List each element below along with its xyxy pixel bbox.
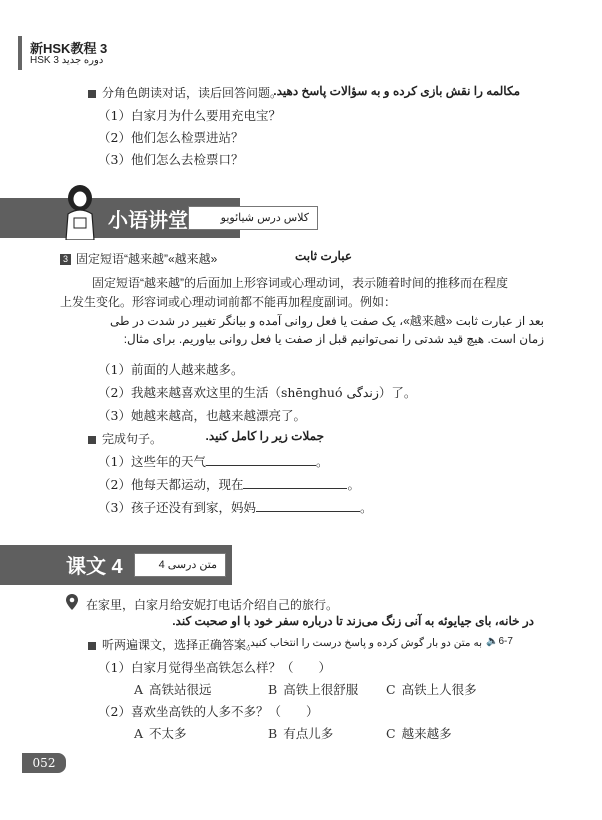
item-end: 。 [359,500,373,515]
item-end: 。 [347,477,360,492]
question: （2）他们怎么检票进站？ [98,130,244,145]
option-text: 不太多 [149,726,187,741]
option-letter: A [134,726,144,741]
fill-blank-item [98,498,372,516]
teacher-figure-icon [62,184,98,244]
grammar-heading [60,250,217,267]
answer-blank[interactable] [206,453,316,466]
grammar-heading-fa: عبارت ثابت [295,249,352,263]
example: （2）我越来越喜欢这里的生活（shēnghuó زندگی）了。 [98,385,417,400]
instruction-cn: 完成句子。 [102,432,163,446]
banner-title: 小语讲堂 [108,210,188,232]
grammar-paragraph: 固定短语“越来越”的后面加上形容词或心理动词，表示随着时间的推移而在程度 [92,276,508,290]
answer-blank[interactable] [243,476,347,489]
fill-blank-item [98,475,360,493]
lesson-context-cn: 在家里，白家月给安妮打电话介绍自己的旅行。 [86,598,339,612]
option-text: 高铁上很舒服 [283,682,359,697]
lesson-instruction-fa: به متن دو بار گوش کرده و پاسخ درست را انتخاب کنید. [247,637,482,649]
section1-instruction-fa: مکالمه را نقش بازی کرده و به سؤالات پاسخ دهید. [273,84,520,98]
location-pin-icon [66,594,78,614]
section1-instruction [88,84,282,101]
question: （2）喜欢坐高铁的人多不多？（ ） [98,704,319,719]
example: （1）前面的人越来越多。 [98,362,244,377]
question: （1）白家月觉得坐高铁怎么样？（ ） [98,660,331,675]
instruction-cn: 分角色朗读对话，读后回答问题。 [102,86,283,100]
example: （3）她越来越高，也越来越漂亮了。 [98,408,306,423]
option-text: 高铁上人很多 [401,682,477,697]
item-text: （3）孩子还没有到家，妈妈 [98,500,256,515]
banner-title: 课文 4 [66,556,123,578]
grammar-paragraph-fa: زمان است. هیچ قید شدتی را نمی‌توانیم قبل از صفت یا فعل روانی بیاوریم. برای مثال: [123,332,544,346]
book-title-cn: 新HSK教程 3 [30,41,108,56]
option-text: 有点儿多 [283,726,334,741]
page-number: 052 [22,753,66,773]
lesson-context-fa: در خانه، بای جیایوئه به آنی زنگ می‌زند تا درباره سفر خود با او صحبت کند. [172,614,534,628]
square-bullet-icon [88,642,96,650]
banner-tab: متن درسی 4 [134,553,226,577]
question: （3）他们怎么去检票口？ [98,152,244,167]
banner-tab: کلاس درس شیائویو [188,206,318,230]
grammar-paragraph-fa: بعد از عبارت ثابت «越来越»، یک صفت یا فعل روانی آمده و بیانگر تغییر در شدت در طی [110,314,544,328]
audio-track[interactable] [486,636,513,647]
track-number: 6-7 [498,636,513,647]
instruction-cn: 听两遍课文，选择正确答案。 [102,638,259,652]
section2-instruction-fa: جملات زیر را کامل کنید. [205,429,324,443]
grammar-paragraph: 上发生变化。形容词或心理动词前都不能再加程度副词。例如： [60,295,397,309]
option-text: 高铁站很远 [149,682,212,697]
item-text: （2）他每天都运动，现在 [98,477,244,492]
header-bar [18,36,22,70]
option[interactable] [134,680,212,698]
option-text: 越来越多 [401,726,452,741]
answer-blank[interactable] [256,499,360,512]
option-letter: C [386,682,396,697]
option-letter: C [386,726,396,741]
option[interactable] [134,724,187,742]
option-letter: B [268,682,278,697]
grammar-number: 3 [60,254,71,265]
option[interactable] [268,680,358,698]
square-bullet-icon [88,90,96,98]
square-bullet-icon [88,436,96,444]
option[interactable] [386,724,452,742]
question: （1）白家月为什么要用充电宝？ [98,108,281,123]
option[interactable] [386,680,477,698]
fill-blank-item [98,452,328,470]
book-title-fa: HSK 3 دوره جدید [30,55,104,66]
option-letter: B [268,726,278,741]
option-letter: A [134,682,144,697]
lesson-instruction [88,636,258,653]
speaker-icon: 🔈 [486,636,499,647]
section2-instruction [88,430,162,447]
grammar-heading-cn: 固定短语“越来越”«越来越» [76,252,218,266]
item-end: 。 [315,454,329,469]
option[interactable] [268,724,333,742]
item-text: （1）这些年的天气 [98,454,206,469]
